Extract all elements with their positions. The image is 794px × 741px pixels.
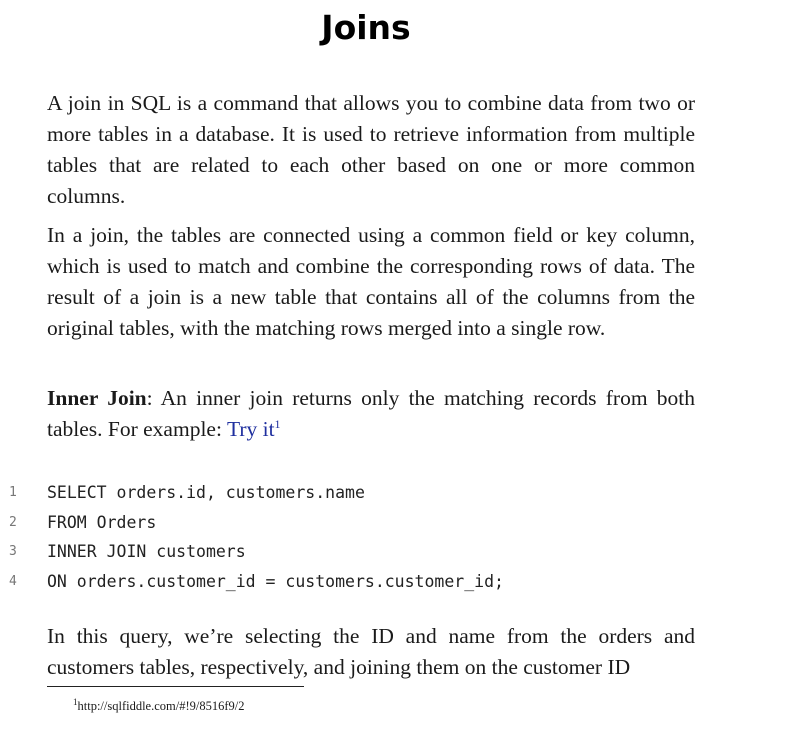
line-number: 2 <box>9 514 17 530</box>
footnote-marker: 1 <box>73 696 78 707</box>
intro-paragraph: A join in SQL is a command that allows you to combine data from two or more tables in a database. It is used to retrieve information from multiple tables that are related to each other based on one or more common columns. <box>47 91 695 208</box>
inner-join-term: Inner Join <box>47 386 147 410</box>
page-title: Joins <box>321 8 411 47</box>
footnote <box>73 697 245 715</box>
code-block <box>0 478 720 596</box>
footnote-url[interactable]: http://sqlfiddle.com/#!9/8516f9/2 <box>77 699 245 713</box>
join-explanation-paragraph: In a join, the tables are connected using a common field or key column, which is used to match and combine the corresponding rows of data. The result of a join is a new table that contains all of the columns from the original tables, with the matching rows merged into a single row. <box>47 223 695 340</box>
code-line <box>0 567 720 597</box>
code-text: INNER JOIN customers <box>47 542 246 561</box>
inner-join-paragraph <box>47 383 695 445</box>
footnote-reference[interactable]: 1 <box>274 416 281 431</box>
code-line <box>0 537 720 567</box>
inner-join-text: : An inner join returns only the matching records from both tables. For example: <box>47 386 695 441</box>
try-it-link[interactable]: Try it <box>226 417 275 441</box>
query-explanation-paragraph: In this query, we’re selecting the ID and name from the orders and customers tables, respectively, and joining them on the customer ID <box>47 624 695 679</box>
line-number: 3 <box>9 544 17 559</box>
code-line <box>0 508 720 538</box>
code-text: FROM Orders <box>47 512 157 532</box>
code-line <box>0 478 720 508</box>
code-text: SELECT orders.id, customers.name <box>47 483 365 502</box>
line-number: 1 <box>9 485 17 500</box>
line-number: 4 <box>9 573 17 589</box>
footnote-divider <box>47 686 304 687</box>
code-text: ON orders.customer_id = customers.customer_id; <box>47 571 504 591</box>
